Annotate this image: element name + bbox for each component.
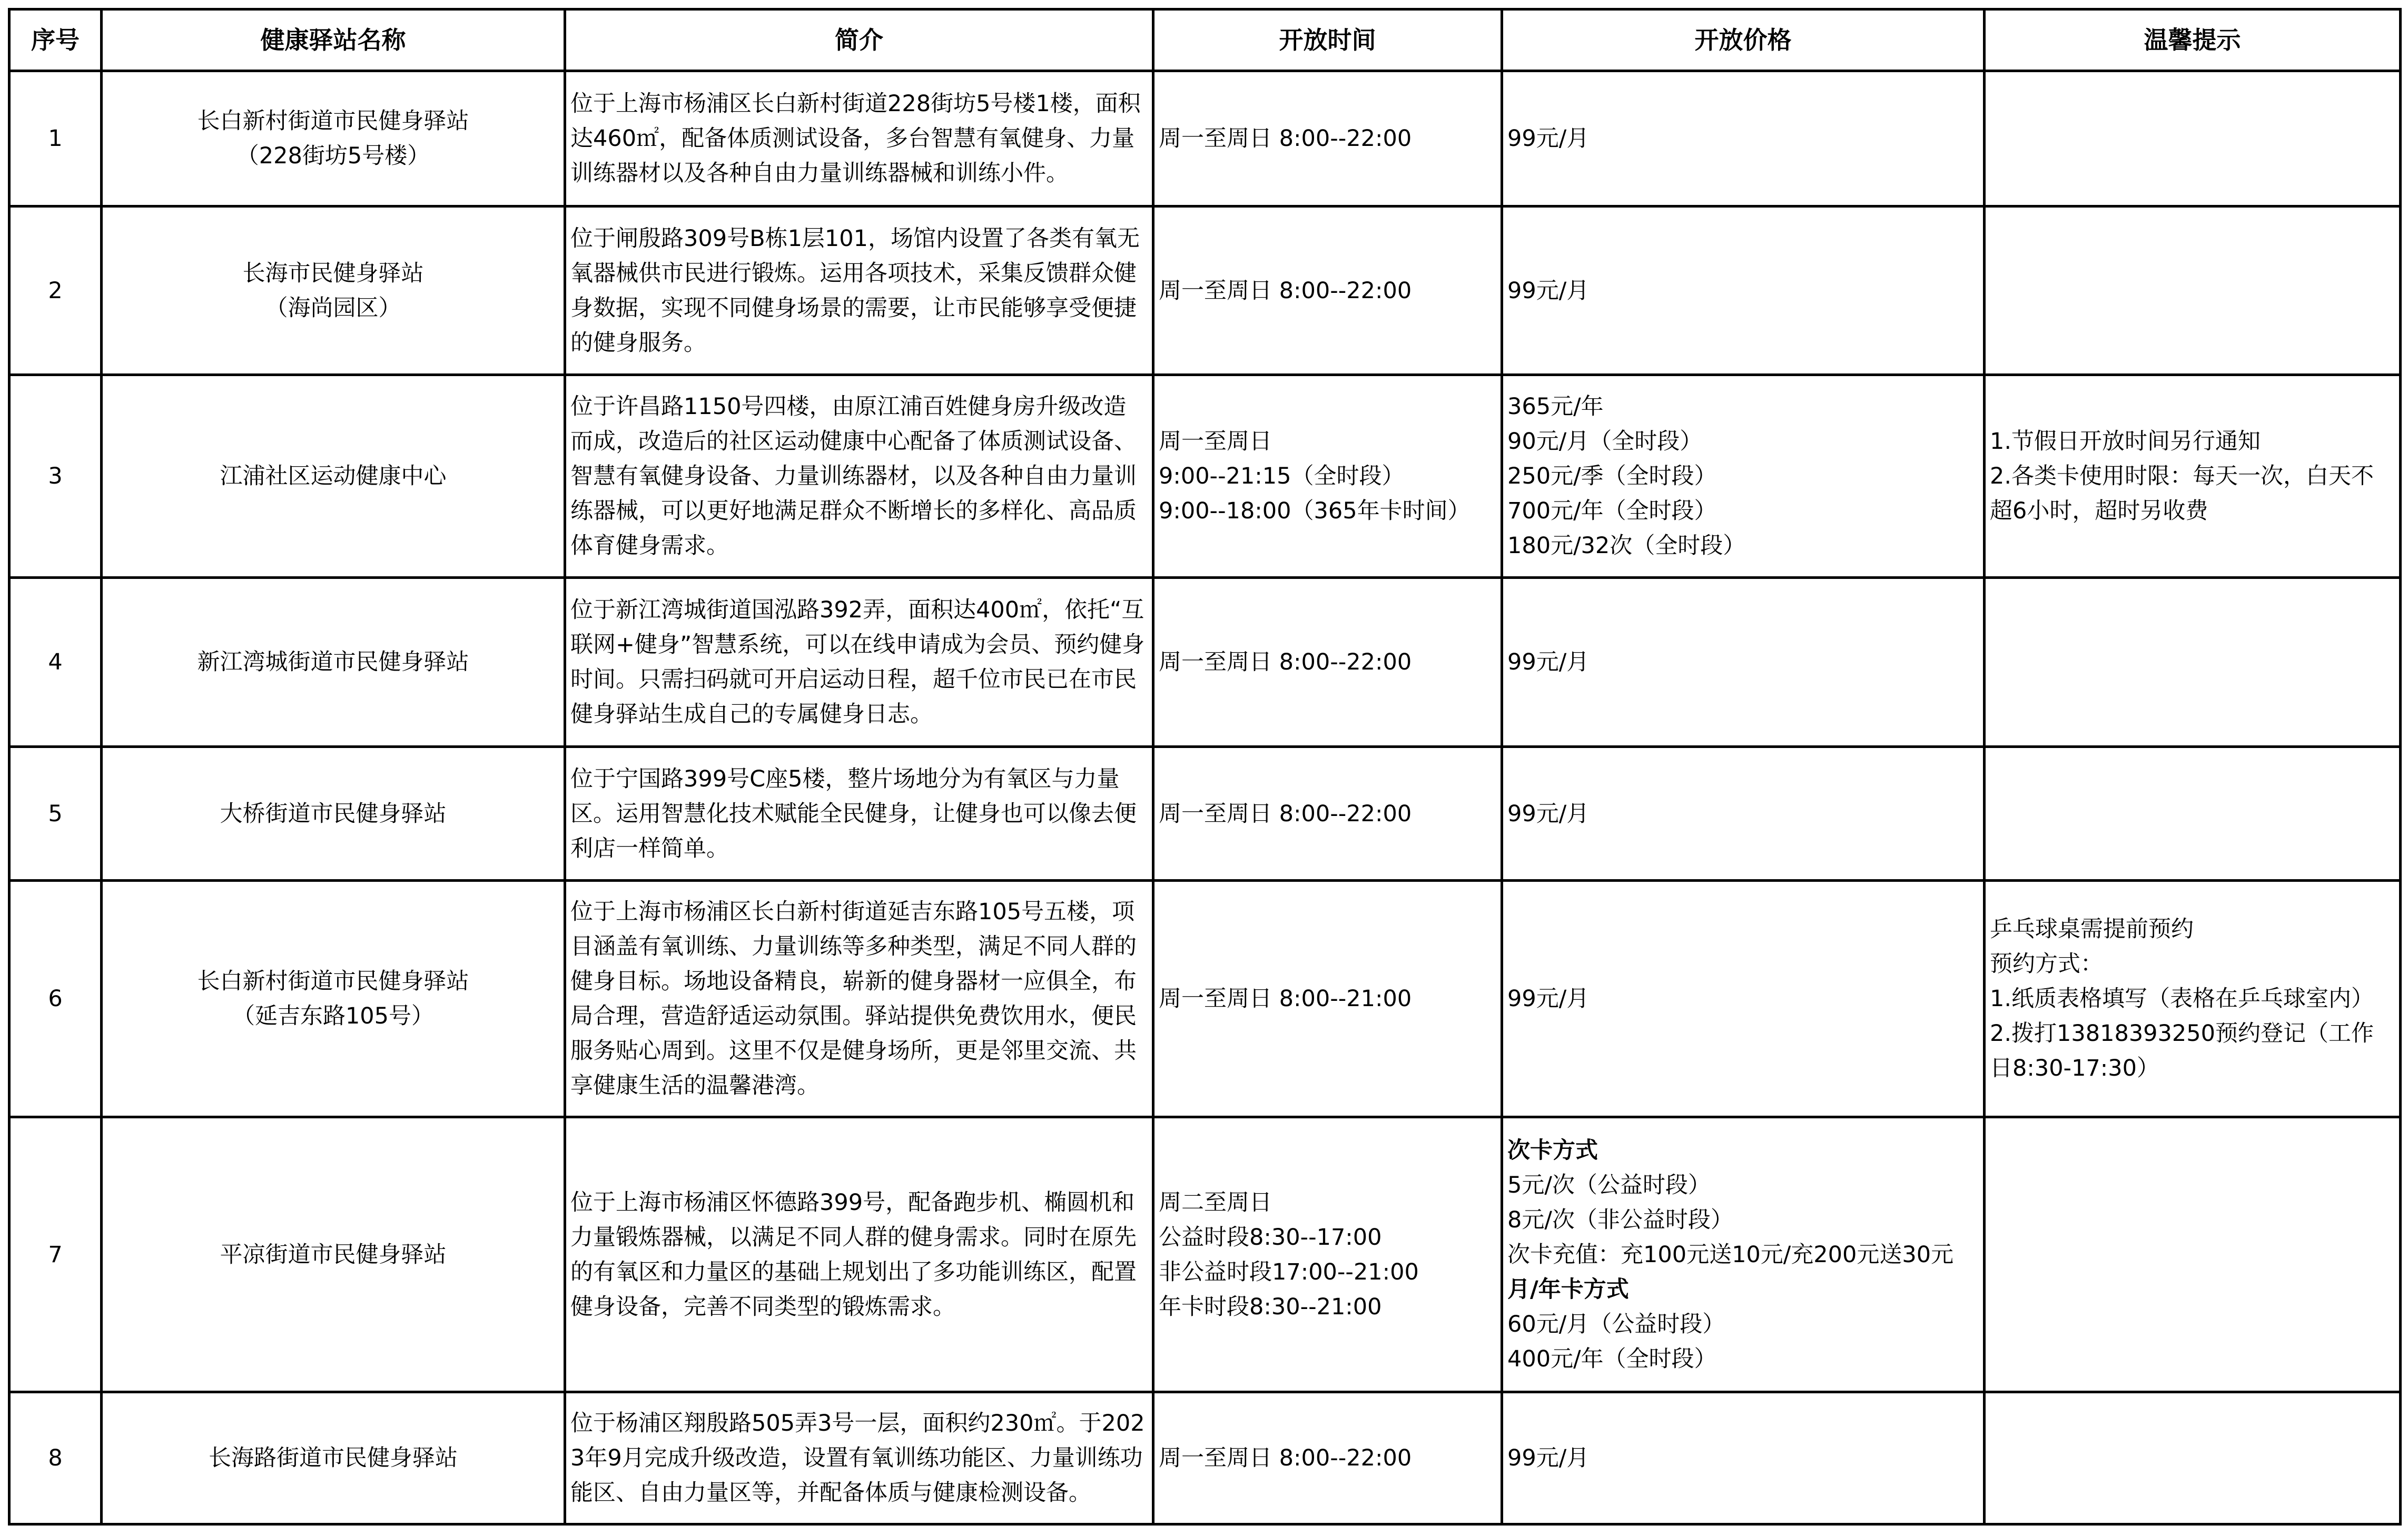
opening-time-line: 周一至周日 8:00--21:00 bbox=[1159, 986, 1412, 1012]
price-line: 次卡充值：充100元送10元/充200元送30元 bbox=[1507, 1241, 1954, 1268]
cell-desc: 位于许昌路1150号四楼，由原江浦百姓健身房升级改造而成，改造后的社区运动健康中心配备了体质测试设备、智慧有氧健身设备、力量训练器材，以及各种自由力量训练器械，可以更好地满足群众不断增长的多样化、高品质体育健身需求。 bbox=[565, 375, 1153, 578]
price-line: 99元/月 bbox=[1507, 277, 1590, 304]
cell-time bbox=[1153, 71, 1502, 206]
station-name-line: （228街坊5号楼） bbox=[236, 143, 430, 169]
cell-time bbox=[1153, 578, 1502, 747]
cell-tip bbox=[1985, 71, 2401, 206]
cell-price bbox=[1502, 578, 1985, 747]
cell-time bbox=[1153, 1392, 1502, 1524]
station-name-line: （海尚园区） bbox=[265, 294, 401, 321]
cell-name bbox=[102, 881, 565, 1117]
opening-time-line: 周二至周日 bbox=[1159, 1189, 1272, 1216]
table-row bbox=[9, 1117, 2401, 1392]
table-row bbox=[9, 1392, 2401, 1524]
cell-price bbox=[1502, 375, 1985, 578]
price-line: 400元/年（全时段） bbox=[1507, 1345, 1717, 1372]
price-line: 99元/月 bbox=[1507, 800, 1590, 827]
cell-tip bbox=[1985, 881, 2401, 1117]
cell-time bbox=[1153, 1117, 1502, 1392]
station-name-line: 长白新村街道市民健身驿站 bbox=[197, 108, 469, 134]
cell-tip bbox=[1985, 375, 2401, 578]
cell-desc: 位于上海市杨浦区长白新村街道228街坊5号楼1楼，面积达460㎡，配备体质测试设备，多台智慧有氧健身、力量训练器材以及各种自由力量训练器械和训练小件。 bbox=[565, 71, 1153, 206]
price-line: 月/年卡方式 bbox=[1507, 1276, 1629, 1303]
cell-desc: 位于闸殷路309号B栋1层101，场馆内设置了各类有氧无氧器械供市民进行锻炼。运用各项技术，采集反馈群众健身数据，实现不同健身场景的需要，让市民能够享受便捷的健身服务。 bbox=[565, 206, 1153, 375]
cell-name bbox=[102, 578, 565, 747]
cell-no: 1 bbox=[9, 71, 102, 206]
cell-name bbox=[102, 1117, 565, 1392]
fitness-stations-table bbox=[8, 8, 2402, 1526]
station-name-line: 大桥街道市民健身驿站 bbox=[220, 800, 447, 827]
tip-line: 2.各类卡使用时限：每天一次，白天不超6小时，超时另收费 bbox=[1990, 463, 2374, 524]
header-name: 健康驿站名称 bbox=[102, 9, 565, 71]
opening-time-line: 周一至周日 8:00--22:00 bbox=[1159, 649, 1412, 675]
cell-no: 8 bbox=[9, 1392, 102, 1524]
cell-time bbox=[1153, 881, 1502, 1117]
cell-price bbox=[1502, 1392, 1985, 1524]
opening-time-line: 周一至周日 8:00--22:00 bbox=[1159, 125, 1412, 152]
price-line: 700元/年（全时段） bbox=[1507, 498, 1717, 524]
cell-no: 7 bbox=[9, 1117, 102, 1392]
cell-no: 6 bbox=[9, 881, 102, 1117]
cell-price bbox=[1502, 206, 1985, 375]
opening-time-line: 年卡时段8:30--21:00 bbox=[1159, 1293, 1382, 1320]
cell-time bbox=[1153, 375, 1502, 578]
opening-time-line: 公益时段8:30--17:00 bbox=[1159, 1224, 1382, 1251]
opening-time-line: 非公益时段17:00--21:00 bbox=[1159, 1258, 1419, 1285]
station-name-line: 新江湾城街道市民健身驿站 bbox=[197, 649, 469, 675]
cell-name bbox=[102, 206, 565, 375]
cell-name bbox=[102, 1392, 565, 1524]
opening-time-line: 9:00--18:00（365年卡时间） bbox=[1159, 498, 1471, 524]
price-line: 5元/次（公益时段） bbox=[1507, 1172, 1711, 1198]
header-row bbox=[9, 9, 2401, 71]
header-no: 序号 bbox=[9, 9, 102, 71]
cell-no: 2 bbox=[9, 206, 102, 375]
tip-line: 乒乓球桌需提前预约 bbox=[1990, 916, 2194, 942]
cell-name bbox=[102, 375, 565, 578]
header-price: 开放价格 bbox=[1502, 9, 1985, 71]
cell-time bbox=[1153, 747, 1502, 881]
cell-desc: 位于上海市杨浦区怀德路399号，配备跑步机、椭圆机和力量锻炼器械，以满足不同人群的健身需求。同时在原先的有氧区和力量区的基础上规划出了多功能训练区，配置健身设备，完善不同类型的锻炼需求。 bbox=[565, 1117, 1153, 1392]
opening-time-line: 周一至周日 8:00--22:00 bbox=[1159, 800, 1412, 827]
cell-desc: 位于上海市杨浦区长白新村街道延吉东路105号五楼，项目涵盖有氧训练、力量训练等多种类型，满足不同人群的健身目标。场地设备精良，崭新的健身器材一应俱全，布局合理，营造舒适运动氛围。驿站提供免费饮用水，便民服务贴心周到。这里不仅是健身场所，更是邻里交流、共享健康生活的温馨港湾。 bbox=[565, 881, 1153, 1117]
header-tip: 温馨提示 bbox=[1985, 9, 2401, 71]
cell-name bbox=[102, 747, 565, 881]
cell-tip bbox=[1985, 747, 2401, 881]
cell-tip bbox=[1985, 1392, 2401, 1524]
cell-tip bbox=[1985, 206, 2401, 375]
tip-line: 2.拨打13818393250预约登记（工作日8:30-17:30） bbox=[1990, 1020, 2374, 1081]
station-name-line: （延吉东路105号） bbox=[232, 1003, 435, 1029]
table-row bbox=[9, 578, 2401, 747]
tip-line: 1.节假日开放时间另行通知 bbox=[1990, 428, 2261, 455]
cell-price bbox=[1502, 71, 1985, 206]
cell-no: 5 bbox=[9, 747, 102, 881]
price-line: 365元/年 bbox=[1507, 393, 1604, 420]
station-name-line: 长白新村街道市民健身驿站 bbox=[197, 968, 469, 995]
price-line: 99元/月 bbox=[1507, 649, 1590, 675]
cell-price bbox=[1502, 1117, 1985, 1392]
opening-time-line: 9:00--21:15（全时段） bbox=[1159, 463, 1405, 489]
table-row bbox=[9, 71, 2401, 206]
station-name-line: 长海路街道市民健身驿站 bbox=[209, 1445, 458, 1471]
cell-price bbox=[1502, 747, 1985, 881]
station-name-line: 江浦社区运动健康中心 bbox=[220, 463, 447, 489]
tip-line: 1.纸质表格填写（表格在乒乓球室内） bbox=[1990, 986, 2374, 1012]
price-line: 180元/32次（全时段） bbox=[1507, 533, 1746, 559]
cell-tip bbox=[1985, 1117, 2401, 1392]
header-time: 开放时间 bbox=[1153, 9, 1502, 71]
cell-price bbox=[1502, 881, 1985, 1117]
price-line: 99元/月 bbox=[1507, 986, 1590, 1012]
station-name-line: 长海市民健身驿站 bbox=[242, 260, 424, 287]
table-row bbox=[9, 747, 2401, 881]
opening-time-line: 周一至周日 8:00--22:00 bbox=[1159, 277, 1412, 304]
cell-time bbox=[1153, 206, 1502, 375]
header-desc: 简介 bbox=[565, 9, 1153, 71]
tip-line: 预约方式： bbox=[1990, 951, 2103, 977]
price-line: 99元/月 bbox=[1507, 1445, 1590, 1471]
opening-time-line: 周一至周日 8:00--22:00 bbox=[1159, 1445, 1412, 1471]
price-line: 99元/月 bbox=[1507, 125, 1590, 152]
price-line: 8元/次（非公益时段） bbox=[1507, 1206, 1733, 1233]
opening-time-line: 周一至周日 bbox=[1159, 428, 1272, 455]
cell-desc: 位于宁国路399号C座5楼，整片场地分为有氧区与力量区。运用智慧化技术赋能全民健身，让健身也可以像去便利店一样简单。 bbox=[565, 747, 1153, 881]
cell-no: 4 bbox=[9, 578, 102, 747]
table-row bbox=[9, 881, 2401, 1117]
price-line: 90元/月（全时段） bbox=[1507, 428, 1703, 455]
cell-no: 3 bbox=[9, 375, 102, 578]
price-line: 60元/月（公益时段） bbox=[1507, 1311, 1725, 1337]
station-name-line: 平凉街道市民健身驿站 bbox=[220, 1241, 447, 1268]
table-row bbox=[9, 206, 2401, 375]
cell-desc: 位于新江湾城街道国泓路392弄，面积达400㎡，依托“互联网+健身”智慧系统，可以在线申请成为会员、预约健身时间。只需扫码就可开启运动日程，超千位市民已在市民健身驿站生成自己的专属健身日志。 bbox=[565, 578, 1153, 747]
table-row bbox=[9, 375, 2401, 578]
cell-desc: 位于杨浦区翔殷路505弄3号一层，面积约230㎡。于2023年9月完成升级改造，设置有氧训练功能区、力量训练功能区、自由力量区等，并配备体质与健康检测设备。 bbox=[565, 1392, 1153, 1524]
cell-name bbox=[102, 71, 565, 206]
cell-tip bbox=[1985, 578, 2401, 747]
price-line: 次卡方式 bbox=[1507, 1137, 1598, 1164]
price-line: 250元/季（全时段） bbox=[1507, 463, 1717, 489]
